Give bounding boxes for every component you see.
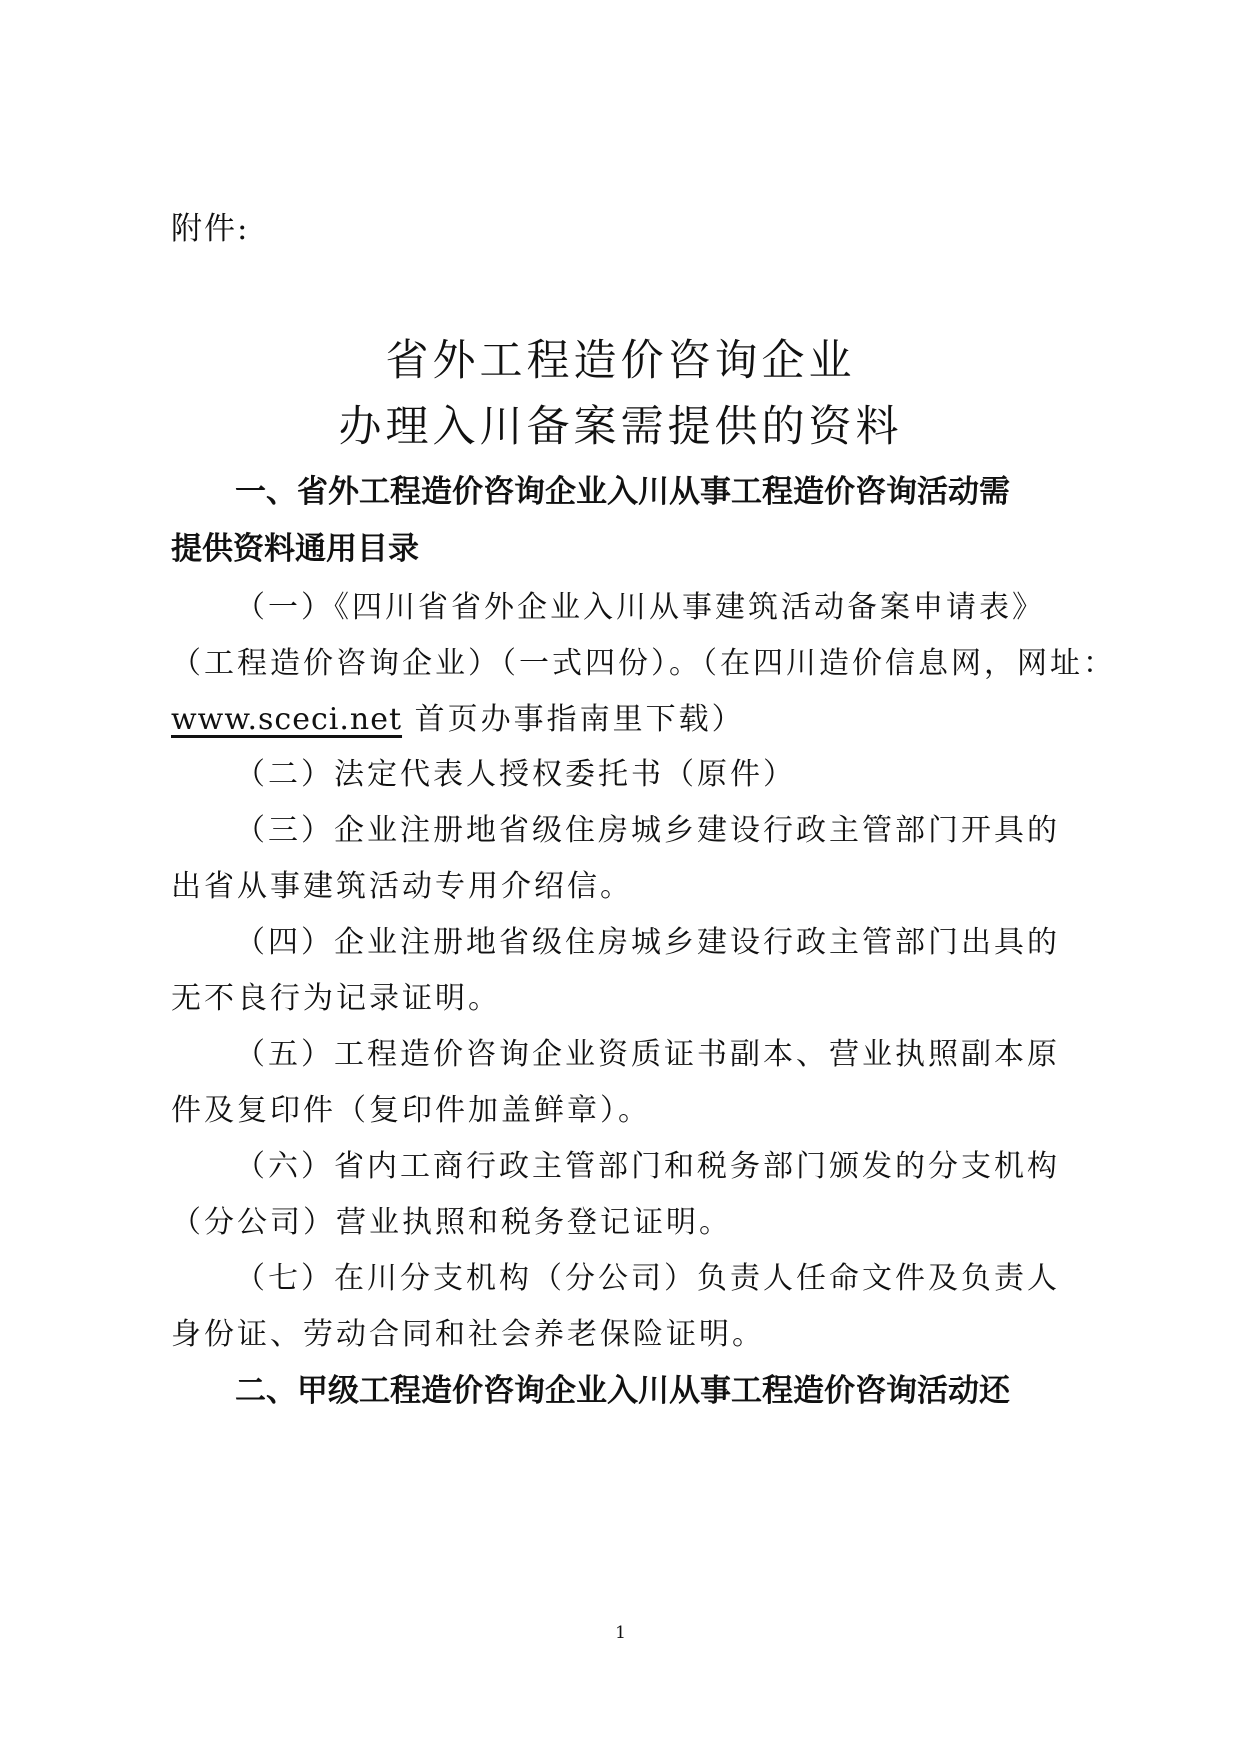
item1-line1: （一）《四川省省外企业入川从事建筑活动备案申请表》 xyxy=(235,590,1045,625)
item1-line3 xyxy=(171,694,745,738)
item7-line1: （七）在川分支机构（分公司）负责人任命文件及负责人 xyxy=(235,1261,1060,1296)
item3-line2: 出省从事建筑活动专用介绍信。 xyxy=(171,869,633,904)
item2-text: （二）法定代表人授权委托书（原件） xyxy=(235,757,796,792)
item1-line2: （工程造价咨询企业）（一式四份）。（在四川造价信息网，网址： xyxy=(171,646,1116,681)
section1-heading-line1: 一、省外工程造价咨询企业入川从事工程造价咨询活动需 xyxy=(235,474,1010,510)
item5-line1: （五）工程造价咨询企业资质证书副本、营业执照副本原 xyxy=(235,1037,1060,1072)
item4-line2: 无不良行为记录证明。 xyxy=(171,981,501,1016)
section1-heading-line2: 提供资料通用目录 xyxy=(171,531,419,567)
item6-line2: （分公司）营业执照和税务登记证明。 xyxy=(171,1205,732,1240)
page-number: 1 xyxy=(615,1623,626,1643)
item3-line1: （三）企业注册地省级住房城乡建设行政主管部门开具的 xyxy=(235,813,1060,848)
item5-line2: 件及复印件（复印件加盖鲜章）。 xyxy=(171,1093,651,1128)
item1-line3-rest: 首页办事指南里下载） xyxy=(414,702,745,737)
website-link[interactable]: www.sceci.net xyxy=(171,702,403,737)
section2-heading-line1: 二、甲级工程造价咨询企业入川从事工程造价咨询活动还 xyxy=(235,1373,1010,1409)
item4-line1: （四）企业注册地省级住房城乡建设行政主管部门出具的 xyxy=(235,925,1060,960)
document-title-line1: 省外工程造价咨询企业 xyxy=(385,336,856,386)
item7-line2: 身份证、劳动合同和社会养老保险证明。 xyxy=(171,1317,765,1352)
document-title-line2: 办理入川备案需提供的资料 xyxy=(338,402,903,452)
attachment-label: 附件: xyxy=(171,211,250,247)
item6-line1: （六）省内工商行政主管部门和税务部门颁发的分支机构 xyxy=(235,1149,1060,1184)
